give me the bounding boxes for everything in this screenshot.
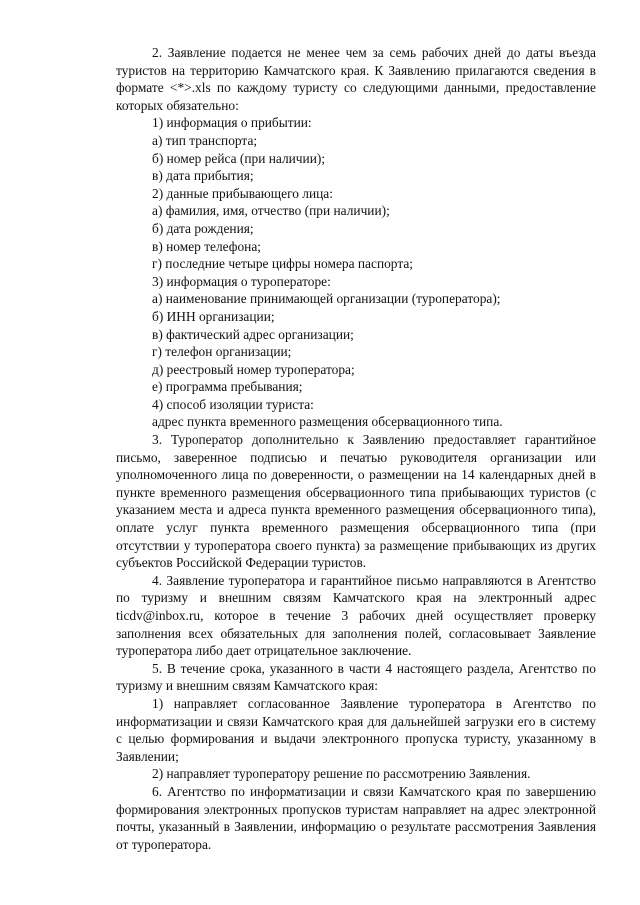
paragraph-5-intro: 5. В течение срока, указанного в части 4 настоящего раздела, Агентство по туризму и внешним связям Камчатского края: (116, 660, 596, 694)
paragraph-3: 3. Туроператор дополнительно к Заявлению предоставляет гарантийное письмо, заверенное подписью и печатью руководителя организации или уполномоченного лица по доверенности, о размещении на 14 календарных дней в пункте временного размещения обсервационного типа прибывающих туристов (с указанием места и адреса пункта временного размещения обсервационного типа), оплате услуг пункта временного размещения обсервационного типа (при отсутствии у туроператора своего пункта) за размещение прибывающих из других субъектов Российской Федерации туристов. (116, 432, 596, 571)
required-data-list (116, 114, 596, 431)
paragraph-5-item-1: 1) направляет согласованное Заявление туроператора в Агентство по информатизации и связи Камчатского края для дальнейшей загрузки его в систему с целью формирования и выдачи электронного пропуска туристу, указанному в Заявлении; (116, 695, 596, 764)
paragraph-2-intro: 2. Заявление подается не менее чем за семь рабочих дней до даты въезда туристов на территорию Камчатского края. К Заявлению прилагаются сведения в формате <*>.xls по каждому туристу со следующими данными, предоставление которых обязательно: (116, 45, 596, 113)
list-item: в) номер телефона; (152, 238, 261, 254)
list-item: а) тип транспорта; (152, 132, 258, 148)
list-item: г) последние четыре цифры номера паспорта; (152, 256, 414, 272)
paragraph-6: 6. Агентство по информатизации и связи Камчатского края по завершению формирования электронных пропусков туристам направляет на адрес электронной почты, указанный в Заявлении, информацию о результате рассмотрения Заявления от туроператора. (116, 783, 596, 852)
list-item: б) ИНН организации; (152, 308, 275, 324)
list-item: б) дата рождения; (152, 220, 254, 236)
list-item: 1) информация о прибытии: (152, 115, 312, 131)
list-item: в) дата прибытия; (152, 168, 254, 184)
list-item: в) фактический адрес организации; (152, 326, 354, 342)
list-item: адрес пункта временного размещения обсервационного типа. (152, 414, 503, 430)
list-item: 3) информация о туроператоре: (152, 273, 331, 289)
list-item: е) программа пребывания; (152, 379, 303, 395)
list-item: г) телефон организации; (152, 344, 292, 360)
list-item: б) номер рейса (при наличии); (152, 150, 326, 166)
list-item: 2) данные прибывающего лица: (152, 185, 333, 201)
list-item: д) реестровый номер туроператора; (152, 361, 355, 377)
paragraph-5-item-2: 2) направляет туроператору решение по рассмотрению Заявления. (152, 766, 531, 782)
list-item: а) фамилия, имя, отчество (при наличии); (152, 203, 390, 219)
paragraph-4: 4. Заявление туроператора и гарантийное письмо направляются в Агентство по туризму и внешним связям Камчатского края на электронный адрес ticdv@inbox.ru, которое в течение 3 рабочих дней осуществляет проверку заполнения всех обязательных для заполнения полей, согласовывает Заявление туроператора либо дает отрицательное заключение. (116, 572, 596, 659)
list-item: 4) способ изоляции туриста: (152, 396, 314, 412)
list-item: а) наименование принимающей организации (туроператора); (152, 291, 501, 307)
